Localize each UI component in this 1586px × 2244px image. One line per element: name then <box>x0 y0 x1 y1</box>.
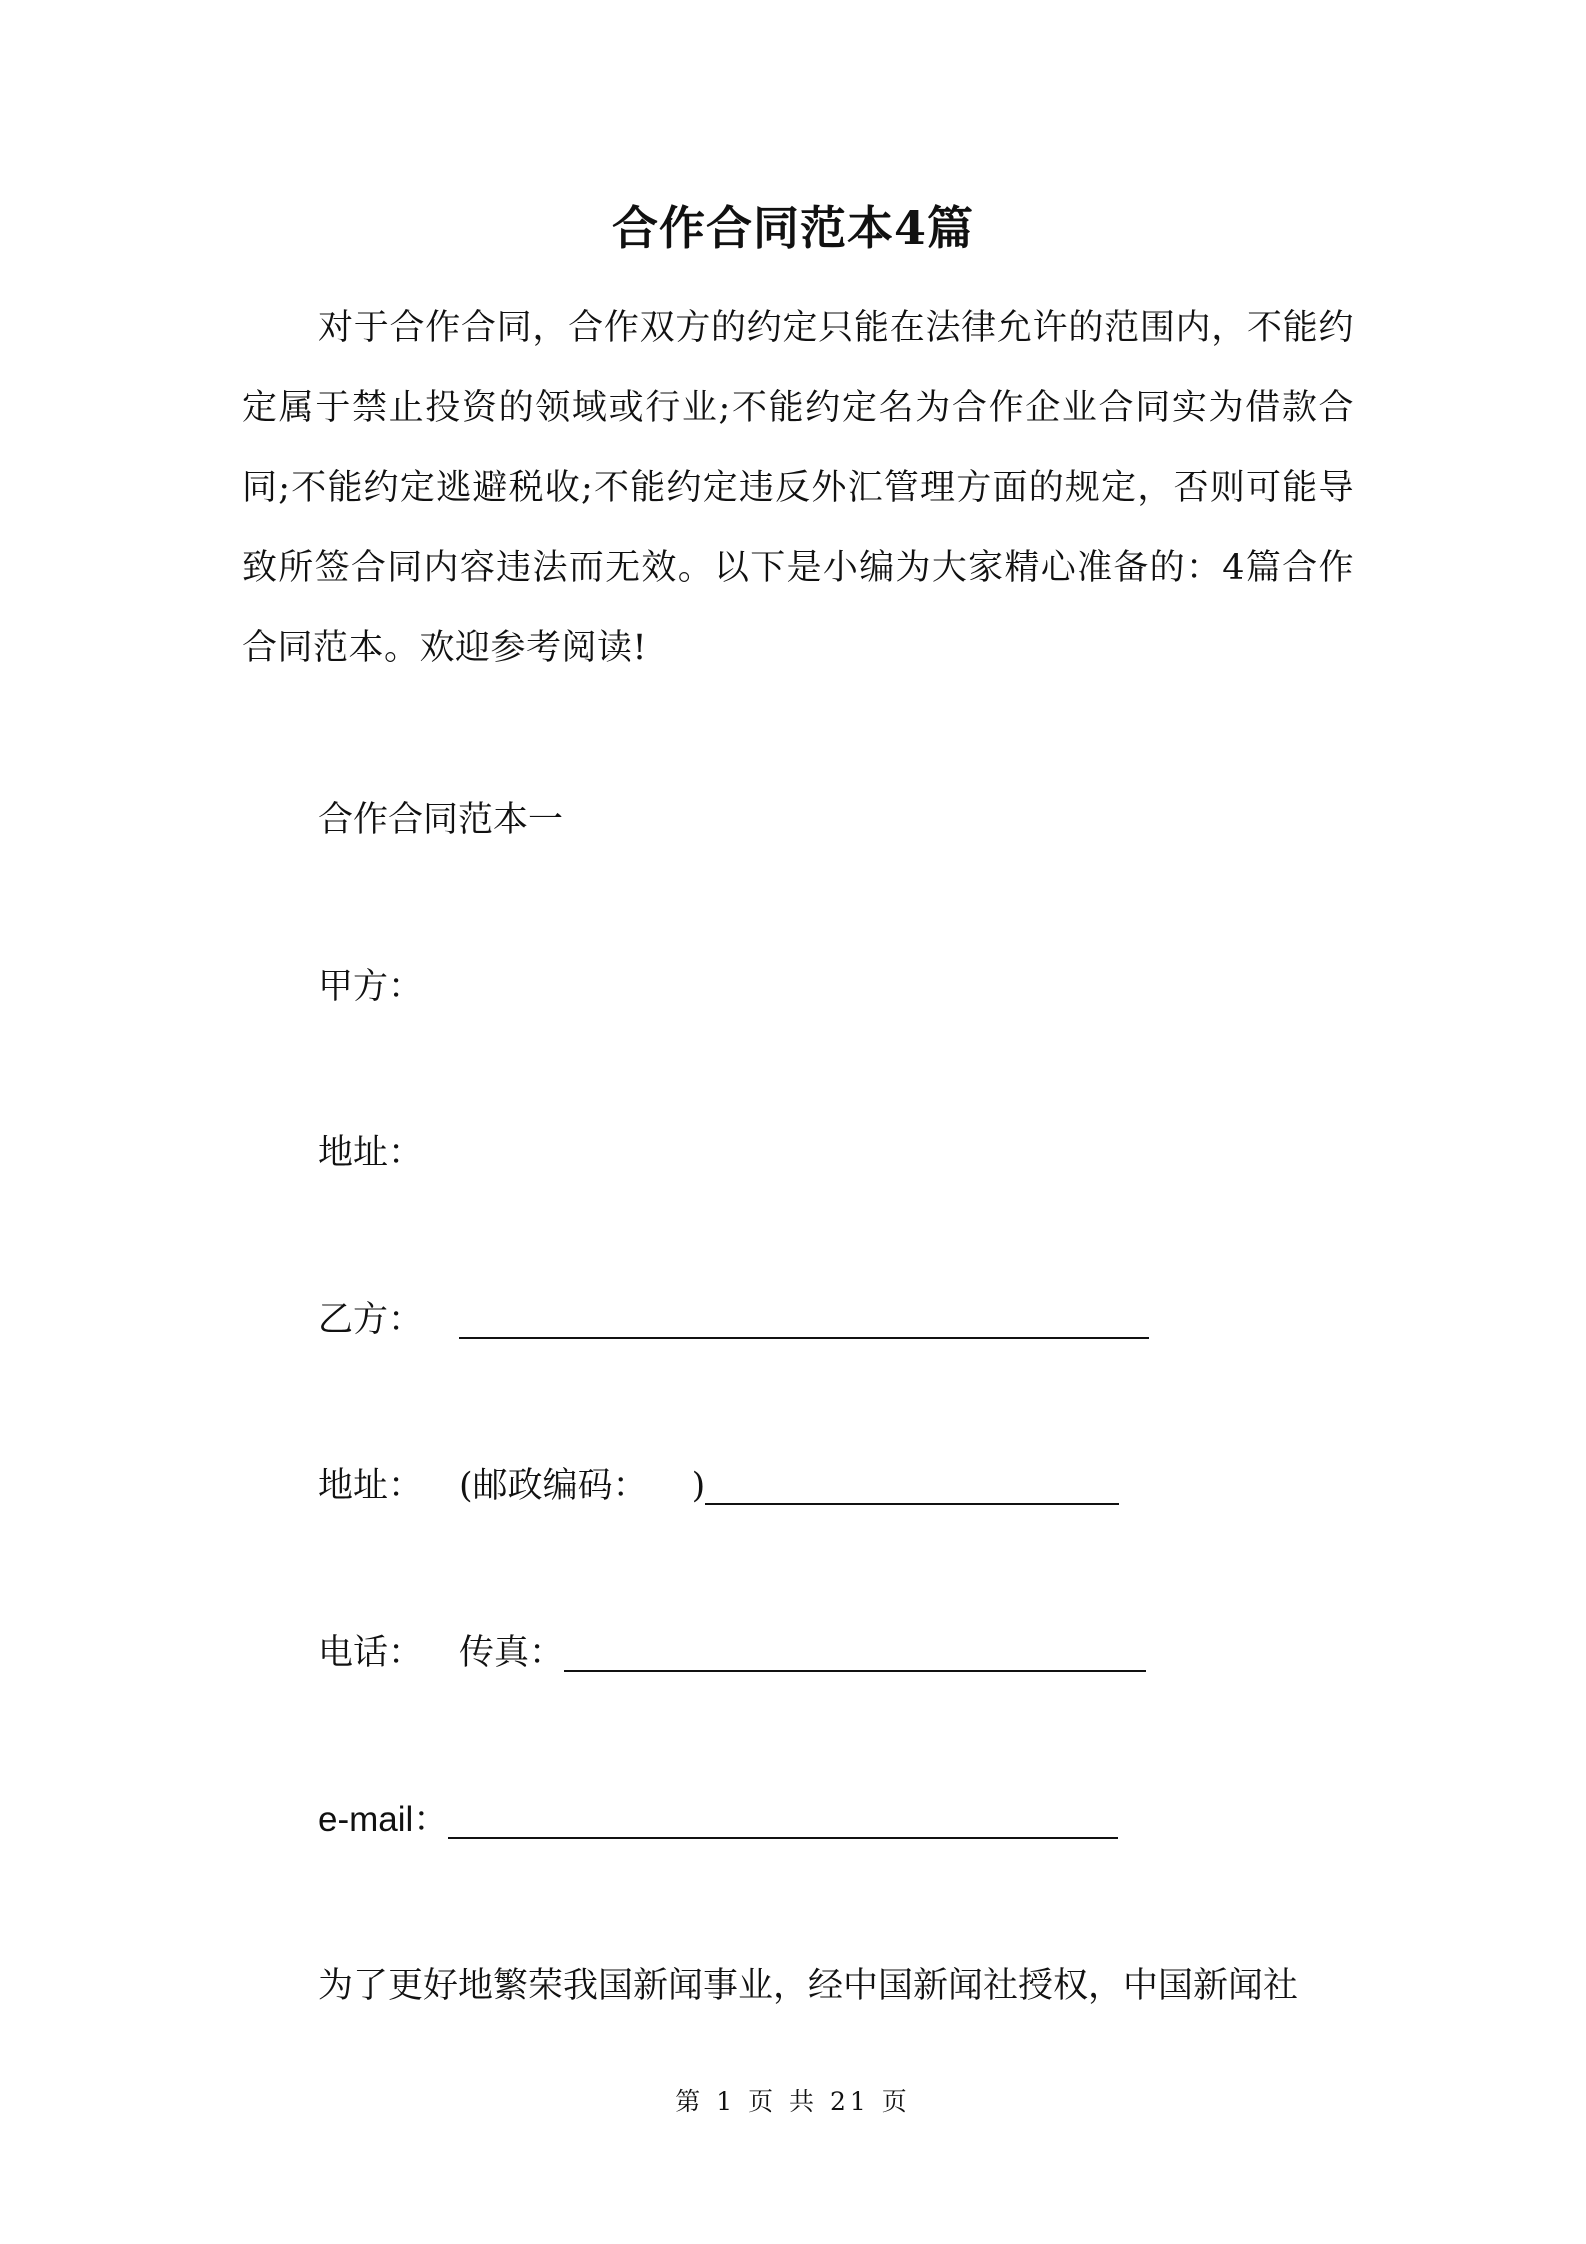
party-b-line <box>318 1295 1149 1345</box>
phone-fax-line <box>318 1628 1146 1678</box>
fax-blank <box>564 1630 1146 1672</box>
address-b-line <box>318 1461 1119 1511</box>
phone-label: 电话： <box>318 1633 424 1673</box>
address-b-label: 地址： <box>318 1466 424 1506</box>
party-a-line <box>318 962 423 1012</box>
email-blank <box>448 1797 1118 1839</box>
email-label: e-mail： <box>318 1800 449 1839</box>
document-title: 合作合同范本4篇 <box>611 201 974 255</box>
section-heading: 合作合同范本一 <box>318 800 564 840</box>
party-b-label: 乙方： <box>318 1300 424 1340</box>
postcode-label: (邮政编码： <box>459 1466 648 1506</box>
address-b-blank <box>705 1463 1119 1505</box>
fax-label: 传真： <box>459 1633 565 1673</box>
intro-paragraph: 对于合作合同，合作双方的约定只能在法律允许的范围内，不能约定属于禁止投资的领域或行业;不能约定名为合作企业合同实为借款合同;不能约定逃避税收;不能约定违反外汇管理方面的规定，否则可能导致所签合同内容违法而无效。以下是小编为大家精心准备的：4篇合作合同范本。欢迎参考阅读! <box>242 308 1354 668</box>
email-line <box>318 1795 1118 1845</box>
body-paragraph-start: 为了更好地繁荣我国新闻事业，经中国新闻社授权，中国新闻社 <box>318 1966 1299 2006</box>
page-footer: 第 1 页 共 21 页 <box>675 2087 911 2116</box>
address-a-line <box>318 1128 423 1178</box>
party-a-label: 甲方： <box>318 967 424 1007</box>
postcode-close: ) <box>691 1466 706 1506</box>
address-a-label: 地址： <box>318 1133 424 1173</box>
party-b-blank <box>459 1297 1149 1339</box>
